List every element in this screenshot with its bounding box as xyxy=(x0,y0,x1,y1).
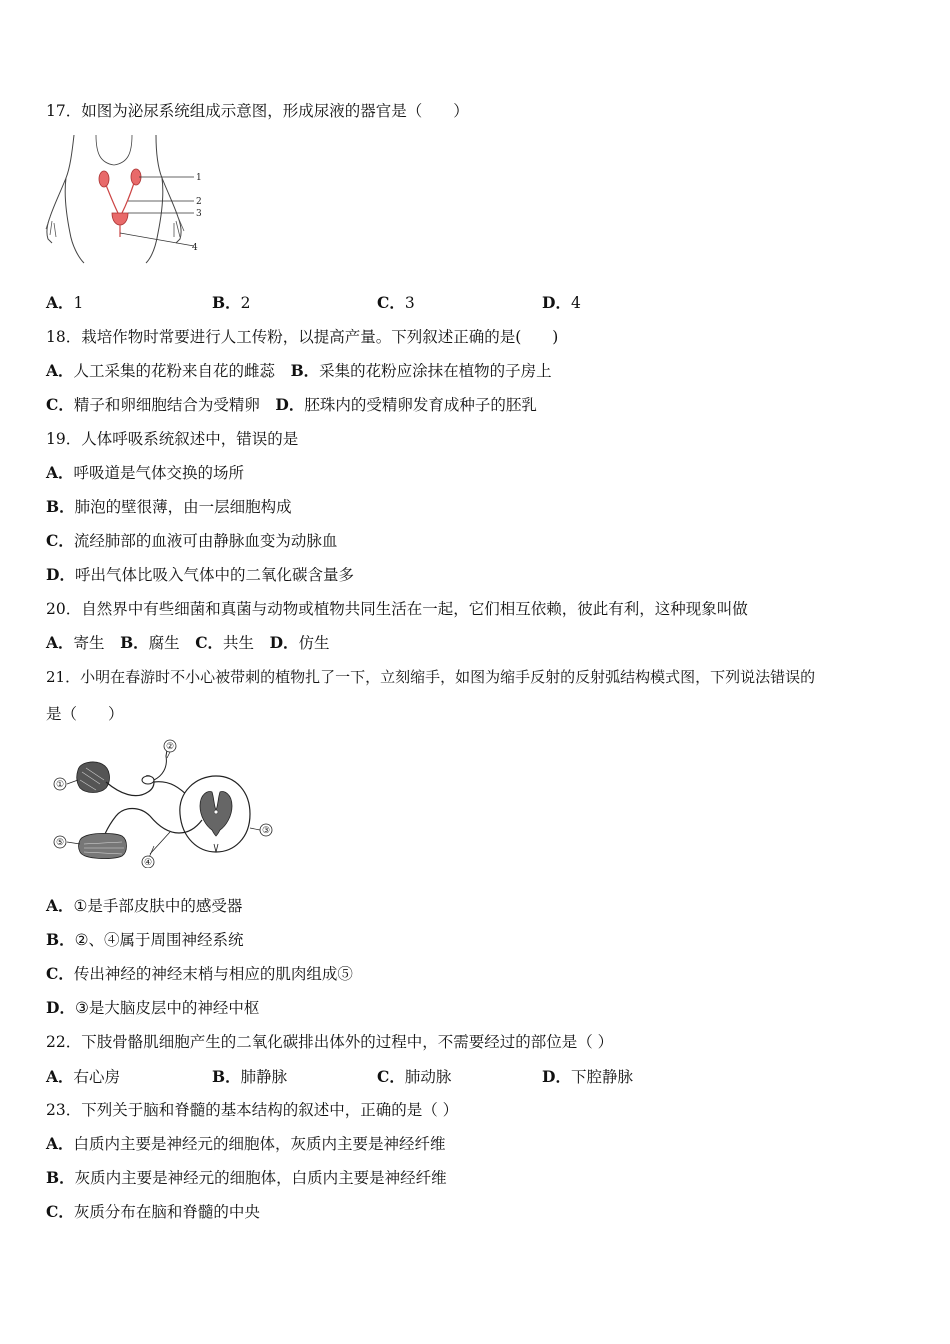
q21-stem-line1: 21．小明在春游时不小心被带刺的植物扎了一下，立刻缩手，如图为缩手反射的反射弧结构模式图，下列说法错误的 xyxy=(46,668,816,686)
q19-option-a: 呼吸道是气体交换的场所 xyxy=(73,464,245,482)
q19-option-b: 肺泡的壁很薄，由一层细胞构成 xyxy=(74,498,292,516)
q23-option-b: 灰质内主要是神经元的细胞体，白质内主要是神经纤维 xyxy=(74,1169,447,1187)
q23-option-c: 灰质分布在脑和脊髓的中央 xyxy=(73,1203,260,1221)
fig21-label-4: ④ xyxy=(143,858,153,868)
q18-option-a-key: A． xyxy=(46,361,74,380)
q21-option-d-row xyxy=(46,997,259,1019)
q21-option-d-key: D． xyxy=(46,998,75,1017)
q20-option-b-key: B． xyxy=(120,633,149,652)
q21-option-d: ③是大脑皮层中的神经中枢 xyxy=(74,999,260,1017)
q22-option-c: 肺动脉 xyxy=(404,1068,452,1086)
q18-option-c-key: C． xyxy=(46,395,74,414)
q21-option-b-row xyxy=(46,929,244,951)
q20-option-d: 仿生 xyxy=(298,634,330,652)
q18-option-b-key: B． xyxy=(290,361,320,380)
q20-options xyxy=(46,632,330,654)
q19-option-b-key: B． xyxy=(46,497,75,516)
q19-option-b-row xyxy=(46,496,292,518)
q22-option-b-key: B． xyxy=(212,1067,241,1086)
q23-option-b-row xyxy=(46,1167,447,1189)
q22-option-d-key: D． xyxy=(542,1067,571,1086)
fig17-label-3: 3 xyxy=(196,209,202,219)
q21-option-b: ②、④属于周围神经系统 xyxy=(74,931,244,949)
fig17-label-2: 2 xyxy=(196,197,202,207)
reflex-arc-figure xyxy=(50,736,276,868)
q20-stem: 20．自然界中有些细菌和真菌与动物或植物共同生活在一起，它们相互依赖，彼此有利，这种现象叫做 xyxy=(46,600,748,618)
q20-option-a-key: A． xyxy=(46,633,74,652)
q17-option-d-key: D． xyxy=(542,293,571,312)
q19-option-d-key: D． xyxy=(46,565,75,584)
q19-stem: 19．人体呼吸系统叙述中，错误的是 xyxy=(46,430,299,448)
fig17-label-1: 1 xyxy=(196,173,202,183)
q17-option-a-key: A． xyxy=(46,293,74,312)
q22-option-a: 右心房 xyxy=(73,1068,121,1086)
q21-option-a: ①是手部皮肤中的感受器 xyxy=(73,897,243,915)
q18-options-ab xyxy=(46,360,552,382)
q19-option-d-row xyxy=(46,564,354,586)
q20-option-c: 共生 xyxy=(223,634,255,652)
q23-option-a-row xyxy=(46,1133,446,1155)
fig21-label-1: ① xyxy=(55,780,65,790)
q21-option-c-key: C． xyxy=(46,964,74,983)
q18-option-a: 人工采集的花粉来自花的雌蕊 xyxy=(73,362,276,380)
q19-option-c: 流经肺部的血液可由静脉血变为动脉血 xyxy=(73,532,338,550)
q23-option-a: 白质内主要是神经元的细胞体，灰质内主要是神经纤维 xyxy=(73,1135,446,1153)
q21-option-c-row xyxy=(46,963,353,985)
q20-option-d-key: D． xyxy=(269,633,299,652)
q19-option-a-key: A． xyxy=(46,463,74,482)
q17-option-b: 2 xyxy=(240,294,251,312)
q23-option-a-key: A． xyxy=(46,1134,74,1153)
q21-stem-line2: 是（ ） xyxy=(46,705,124,723)
q19-option-d: 呼出气体比吸入气体中的二氧化碳含量多 xyxy=(74,566,354,584)
q17-option-c-key: C． xyxy=(377,293,405,312)
q22-stem: 22．下肢骨骼肌细胞产生的二氧化碳排出体外的过程中，不需要经过的部位是（ ） xyxy=(46,1033,614,1051)
fig21-label-3: ③ xyxy=(261,826,271,836)
q21-option-a-key: A． xyxy=(46,896,74,915)
q23-option-c-key: C． xyxy=(46,1202,74,1221)
q23-option-c-row xyxy=(46,1201,260,1223)
q17-option-a: 1 xyxy=(73,294,84,312)
q19-option-a-row xyxy=(46,462,244,484)
q23-stem: 23．下列关于脑和脊髓的基本结构的叙述中，正确的是（ ） xyxy=(46,1101,459,1119)
fig17-label-4: 4 xyxy=(192,243,198,253)
q20-option-a: 寄生 xyxy=(73,634,105,652)
q22-option-d: 下腔静脉 xyxy=(570,1068,633,1086)
q22-option-b: 肺静脉 xyxy=(240,1068,288,1086)
q22-option-c-key: C． xyxy=(377,1067,405,1086)
q17-option-b-key: B． xyxy=(212,293,241,312)
q18-option-d: 胚珠内的受精卵发育成种子的胚乳 xyxy=(304,396,537,414)
q21-option-b-key: B． xyxy=(46,930,75,949)
urinary-system-figure xyxy=(44,133,204,265)
q18-option-d-key: D． xyxy=(275,395,305,414)
q18-options-cd xyxy=(46,394,537,416)
q19-option-c-key: C． xyxy=(46,531,74,550)
q18-stem: 18．栽培作物时常要进行人工传粉，以提高产量。下列叙述正确的是( ) xyxy=(46,328,559,346)
q23-option-b-key: B． xyxy=(46,1168,75,1187)
q17-option-c: 3 xyxy=(404,294,415,312)
fig21-label-5: ⑤ xyxy=(55,838,65,848)
q22-option-a-key: A． xyxy=(46,1067,74,1086)
q17-stem: 17．如图为泌尿系统组成示意图，形成尿液的器官是（ ） xyxy=(46,102,469,120)
q20-option-c-key: C． xyxy=(195,633,224,652)
q20-option-b: 腐生 xyxy=(148,634,180,652)
q21-option-a-row xyxy=(46,895,242,917)
q17-option-d: 4 xyxy=(570,294,581,312)
q18-option-c: 精子和卵细胞结合为受精卵 xyxy=(73,396,260,414)
q18-option-b: 采集的花粉应涂抹在植物的子房上 xyxy=(319,362,552,380)
q21-option-c: 传出神经的神经末梢与相应的肌肉组成⑤ xyxy=(73,965,353,983)
fig21-label-2: ② xyxy=(165,742,175,752)
q19-option-c-row xyxy=(46,530,337,552)
